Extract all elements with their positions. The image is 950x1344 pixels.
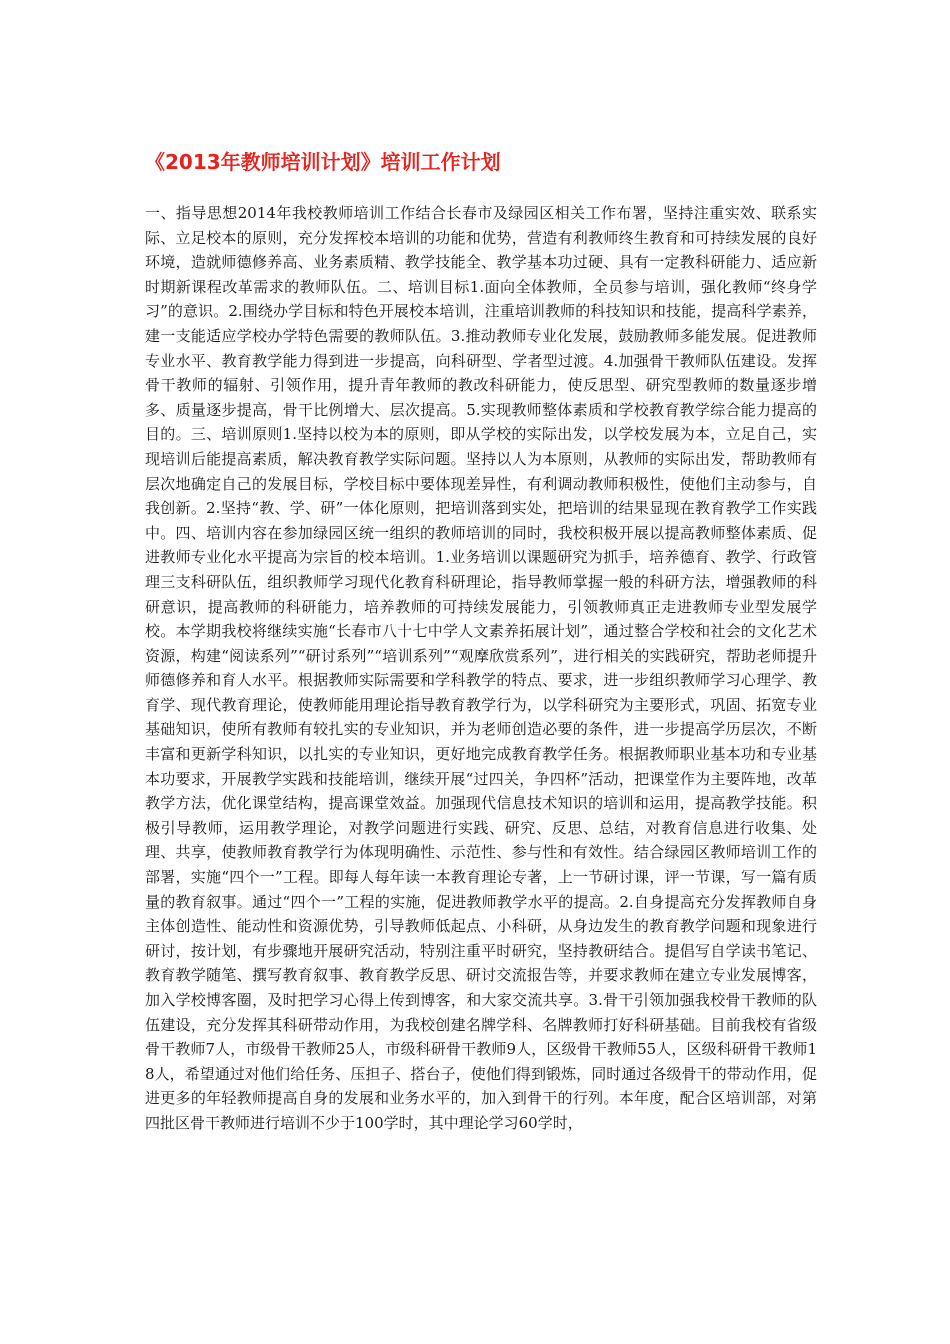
document-body-text: 一、指导思想2014年我校教师培训工作结合长春市及绿园区相关工作布署，坚持注重实效、联系实际、立足校本的原则，充分发挥校本培训的功能和优势，营造有利教师终生教育和可持续发展的良好环境，造就师德修养高、业务素质精、教学技能全、教学基本功过硬、具有一定教科研能力、适应新时期新课程改革需求的教师队伍。二、培训目标1.面向全体教师，全员参与培训，强化教师“终身学习”的意识。2.围绕办学目标和特色开展校本培训，注重培训教师的科技知识和技能，提高科学素养，建一支能适应学校办学特色需要的教师队伍。3.推动教师专业化发展，鼓励教师多能发展。促进教师专业水平、教育教学能力得到进一步提高，向科研型、学者型过渡。4.加强骨干教师队伍建设。发挥骨干教师的辐射、引领作用，提升青年教师的教改科研能力，使反思型、研究型教师的数量逐步增多、质量逐步提高，骨干比例增大、层次提高。5.实现教师整体素质和学校教育教学综合能力提高的目的。三、培训原则1.坚持以校为本的原则，即从学校的实际出发，以学校发展为本，立足自己，实现培训后能提高素质，解决教育教学实际问题。坚持以人为本原则，从教师的实际出发，帮助教师有层次地确定自己的发展目标，学校目标中要体现差异性，有利调动教师积极性，使他们主动参与，自我创新。2.坚持“教、学、研”一体化原则，把培训落到实处，把培训的结果显现在教育教学工作实践中。四、培训内容在参加绿园区统一组织的教师培训的同时，我校积极开展以提高教师整体素质、促进教师专业化水平提高为宗旨的校本培训。1.业务培训以课题研究为抓手，培养德育、教学、行政管理三支科研队伍，组织教师学习现代化教育科研理论，指导教师掌握一般的科研方法，增强教师的科研意识，提高教师的科研能力，培养教师的可持续发展能力，引领教师真正走进教师专业型发展学校。本学期我校将继续实施“长春市八十七中学人文素养拓展计划”，通过整合学校和社会的文化艺术资源，构建“阅读系列”“研讨系列”“培训系列”“观摩欣赏系列”，进行相关的实践研究，帮助老师提升师德修养和育人水平。根据教师实际需要和学科教学的特点、要求，进一步组织教师学习心理学、教育学、现代教育理论，使教师能用理论指导教育教学行为，以学科研究为主要形式，巩固、拓宽专业基础知识，使所有教师有较扎实的专业知识，并为老师创造必要的条件，进一步提高学历层次，不断丰富和更新学科知识，以扎实的专业知识，更好地完成教育教学任务。根据教师职业基本功和专业基本功要求，开展教学实践和技能培训，继续开展“过四关，争四杯”活动，把课堂作为主要阵地，改革教学方法，优化课堂结构，提高课堂效益。加强现代信息技术知识的培训和运用，提高教学技能。积极引导教师，运用教学理论，对教学问题进行实践、研究、反思、总结，对教育信息进行收集、处理、共享，使教师教育教学行为体现明确性、示范性、参与性和有效性。结合绿园区教师培训工作的部署，实施“四个一”工程。即每人每年读一本教育理论专著，上一节研讨课，评一节课，写一篇有质量的教育叙事。通过“四个一”工程的实施，促进教师教学水平的提高。2.自身提高充分发挥教师自身主体创造性、能动性和资源优势，引导教师低起点、小科研，从身边发生的教育教学问题和现象进行研讨，按计划，有步骤地开展研究活动，特别注重平时研究，坚持教研结合。提倡写自学读书笔记、教育教学随笔、撰写教育叙事、教育教学反思、研讨交流报告等，并要求教师在建立专业发展博客，加入学校博客圈，及时把学习心得上传到博客，和大家交流共享。3.骨干引领加强我校骨干教师的队伍建设，充分发挥其科研带动作用，为我校创建名牌学科、名牌教师打好科研基础。目前我校有省级骨干教师7人，市级骨干教师25人，市级科研骨干教师9人，区级骨干教师55人，区级科研骨干教师18人，希望通过对他们给任务、压担子、搭台子，使他们得到锻炼，同时通过各级骨干的带动作用，促进更多的年轻教师提高自身的发展和业务水平的，加入到骨干的行列。本年度，配合区培训部，对第四批区骨干教师进行培训不少于100学时，其中理论学习60学时， [145,204,817,1132]
document-title: 《2013年教师培训计划》培训工作计划 [145,150,501,174]
